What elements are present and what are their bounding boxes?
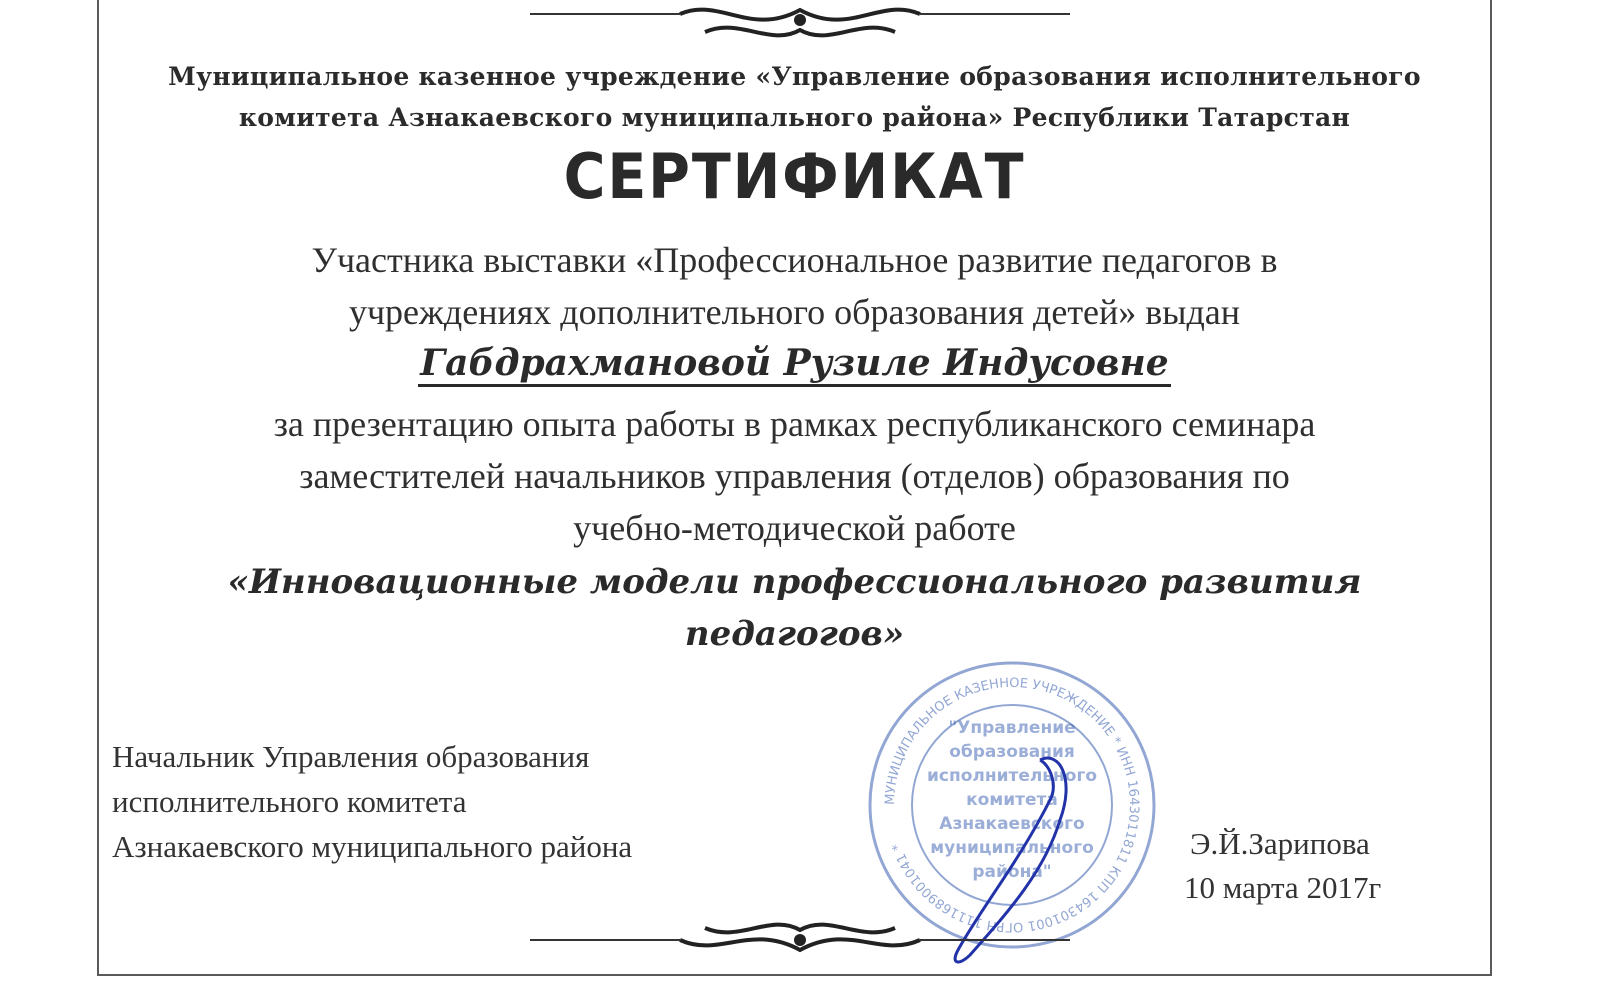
reason-line: за презентацию опыта работы в рамках республиканского семинара <box>273 404 1316 444</box>
signer-line: Начальник Управления образования <box>112 739 590 774</box>
seminar-title <box>97 556 1492 660</box>
recipient-name: Габдрахмановой Рузиле Индусовне <box>418 342 1170 387</box>
intro-text <box>97 234 1492 338</box>
stamp-center-line: муниципального <box>930 838 1094 858</box>
recipient-block <box>97 342 1492 384</box>
signer-position <box>112 734 632 869</box>
reason-line: заместителей начальников управления (отделов) образования по <box>299 456 1290 496</box>
signer-line: исполнительного комитета <box>112 784 467 819</box>
intro-line: учреждениях дополнительного образования детей» выдан <box>348 292 1241 332</box>
intro-line: Участника выставки «Профессиональное развитие педагогов в <box>311 240 1278 280</box>
issuing-organization <box>97 56 1492 138</box>
reason-line: учебно-методической работе <box>573 508 1016 548</box>
seminar-line: педагогов» <box>684 614 905 654</box>
bottom-ornament <box>530 908 1070 968</box>
reason-text <box>97 398 1492 554</box>
seminar-line: «Инновационные модели профессионального развития <box>227 562 1362 602</box>
issue-date: 10 марта 2017г <box>1184 870 1382 905</box>
stamp-ring-text: МУНИЦИПАЛЬНОЕ КАЗЕННОЕ УЧРЕЖДЕНИЕ * ИНН 1643011811 КПП 164301001 ОГРН 1111689001041 * <box>882 675 1142 935</box>
stamp-center-line: "Управление <box>948 718 1076 738</box>
signer-line: Азнакаевского муниципального района <box>112 829 633 864</box>
top-ornament <box>530 0 1070 52</box>
signatory-name: Э.Й.Зарипова <box>1190 826 1370 861</box>
stamp-center-line: комитета <box>966 790 1058 810</box>
stamp-center-line: образования <box>949 742 1075 762</box>
stamp-center-line: исполнительного <box>926 766 1098 786</box>
stamp-center-line: Азнакаевского <box>939 814 1085 834</box>
stamp-center-line: района" <box>972 862 1052 882</box>
org-line: комитета Азнакаевского муниципального района» Республики Татарстан <box>238 103 1351 132</box>
org-line: Муниципальное казенное учреждение «Управление образования исполнительного <box>168 62 1421 91</box>
certificate-title: СЕРТИФИКАТ <box>563 140 1026 213</box>
